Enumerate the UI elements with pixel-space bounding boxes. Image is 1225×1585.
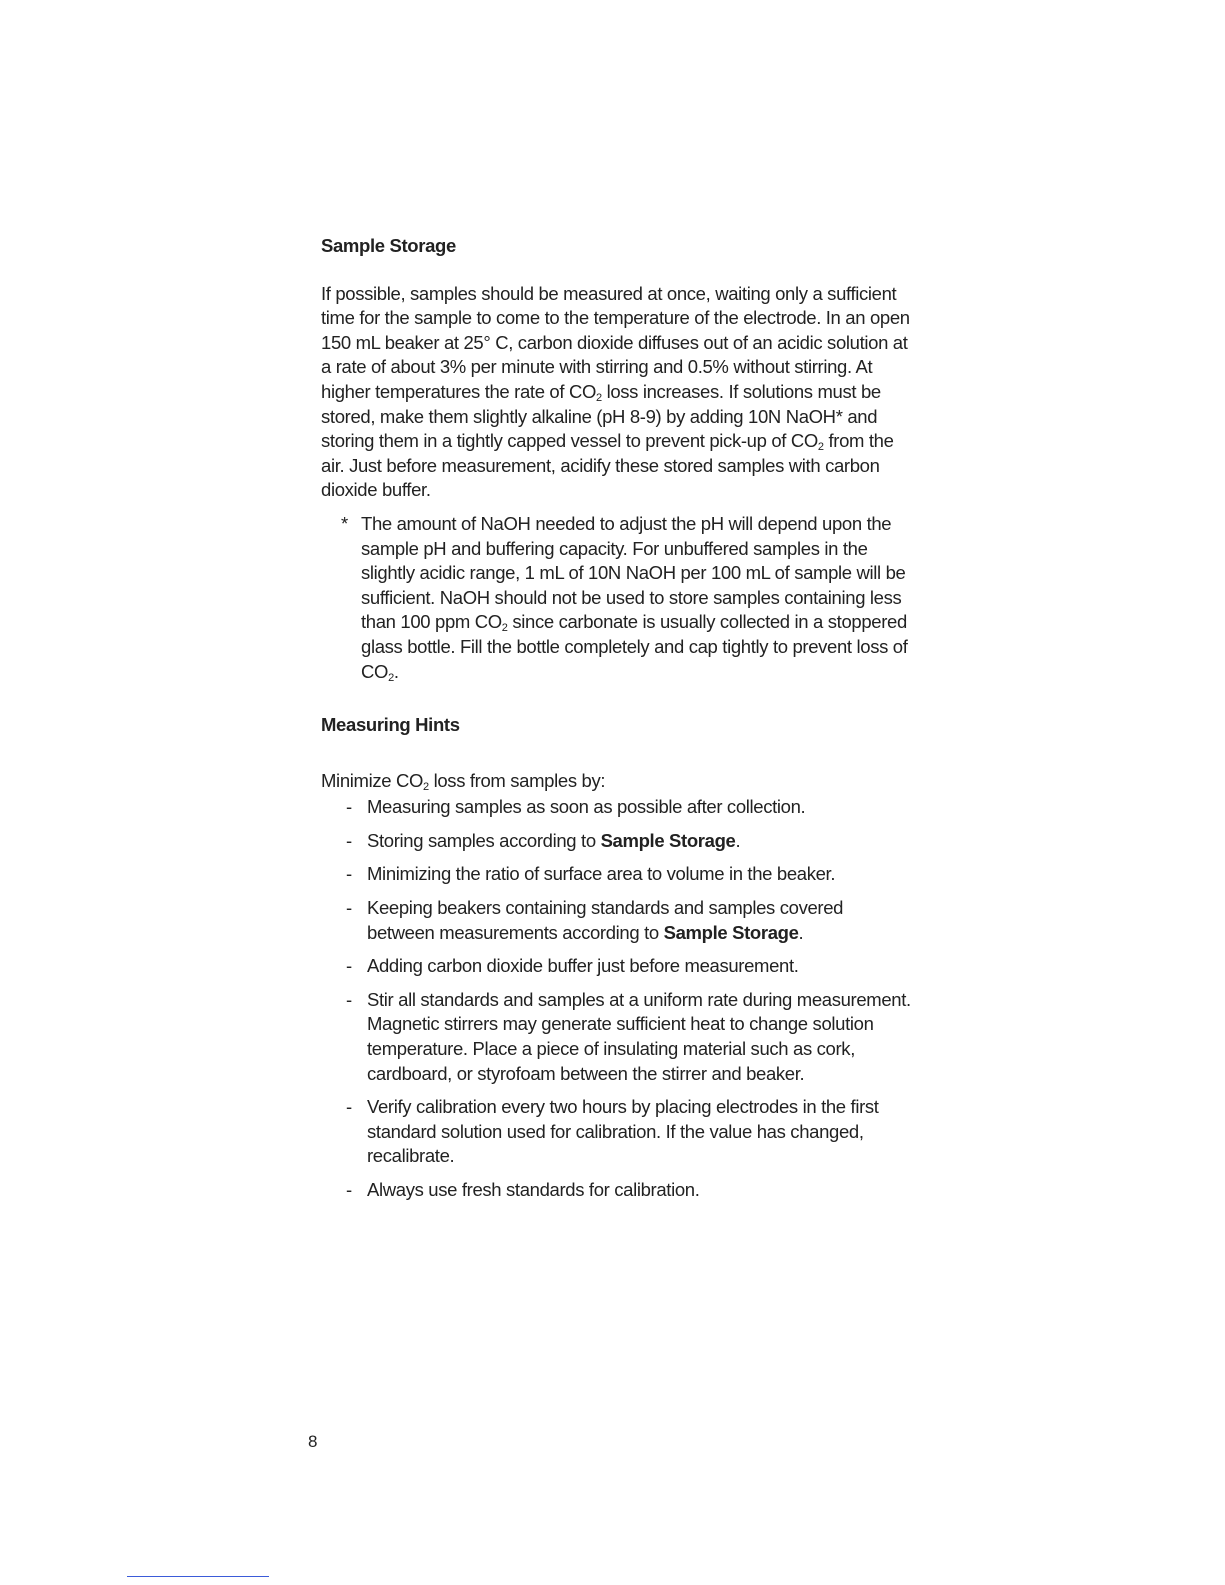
sample-storage-heading: Sample Storage: [321, 235, 456, 256]
subscript-2: 2: [388, 671, 394, 684]
hints-list: [321, 795, 911, 1202]
list-item: [321, 1178, 911, 1203]
storage-text-1: If possible, samples should be measured at once, waiting only a sufficient time for the sample to come to the temperature of the electrode. In an open 150 mL beaker at 25° C, carbon dioxide diffuses out of an acidic solution at a rate of about 3% per minute with stirring and 0.5% without stirring. At higher temperatures the rate of CO: [321, 282, 910, 402]
list-dash: -: [346, 829, 352, 851]
note-text-2: since carbonate is usually collected in a stoppered glass bottle. Fill the bottle completely and cap tightly to prevent loss of CO: [361, 611, 908, 682]
list-item: [321, 896, 911, 945]
page-content: [321, 234, 911, 1212]
sample-storage-reference: Sample Storage: [663, 921, 799, 943]
measuring-hints-heading: Measuring Hints: [321, 714, 460, 736]
item-text-part: Keeping beakers containing standards and samples covered between measurements according to: [367, 897, 844, 943]
list-item-text: Verify calibration every two hours by placing electrodes in the first standard solution used for calibration. If the value has changed, recalibrate.: [367, 1096, 879, 1167]
sample-storage-paragraph: [321, 282, 911, 503]
list-item-text: Stir all standards and samples at a uniform rate during measurement. Magnetic stirrers may generate sufficient heat to change solution temperature. Place a piece of insulating material such as cork, cardboard, or styrofoam between the stirrer and beaker.: [367, 988, 911, 1084]
subscript-2: 2: [501, 622, 508, 635]
page-number: 8: [308, 1432, 318, 1451]
item-text-part: .: [735, 829, 741, 851]
item-text-part: .: [798, 921, 804, 943]
list-item-text: Measuring samples as soon as possible after collection.: [367, 796, 806, 818]
subscript-2: 2: [817, 441, 824, 454]
footnote-asterisk: *: [341, 512, 348, 534]
naoh-footnote: [321, 512, 911, 684]
list-item-text: [367, 829, 911, 854]
intro-text-1: Minimize CO: [321, 769, 424, 791]
list-dash: -: [346, 863, 352, 885]
storage-text-3: from the air. Just before measurement, acidify these stored samples with carbon dioxide buffer.: [321, 430, 894, 501]
list-dash: -: [346, 1096, 352, 1118]
list-item-text: [367, 896, 911, 945]
storage-text-2: loss increases. If solutions must be stored, make them slightly alkaline (pH 8-9) by adding 10N NaOH* and storing them in a tightly capped vessel to prevent pick-up of CO: [321, 380, 881, 452]
list-dash: -: [346, 955, 352, 977]
list-dash: -: [346, 796, 352, 818]
list-item: [321, 862, 911, 887]
intro-text-2: loss from samples by:: [428, 769, 606, 791]
footer-divider: [127, 1576, 269, 1577]
list-item: [321, 795, 911, 820]
list-item: [321, 988, 911, 1086]
list-item-text: Minimizing the ratio of surface area to volume in the beaker.: [367, 863, 836, 885]
note-text-1: The amount of NaOH needed to adjust the pH will depend upon the sample pH and buffering capacity. For unbuffered samples in the slightly acidic range, 1 mL of 10N NaOH per 100 mL of sample will be sufficient. NaOH should not be used to store samples containing less than 100 ppm CO: [361, 512, 906, 633]
subscript-2: 2: [596, 391, 602, 404]
list-item: [321, 954, 911, 979]
list-dash: -: [346, 988, 352, 1010]
list-dash: -: [346, 1179, 352, 1200]
note-text-3: .: [393, 660, 399, 682]
sample-storage-reference: Sample Storage: [600, 829, 736, 851]
list-item-text: Adding carbon dioxide buffer just before measurement.: [367, 955, 799, 977]
footnote-text: [361, 512, 911, 684]
list-dash: -: [346, 897, 352, 919]
hints-intro: [321, 769, 911, 794]
list-item: [321, 829, 911, 854]
subscript-2: 2: [423, 780, 429, 793]
list-item-text: Always use fresh standards for calibration.: [367, 1179, 700, 1200]
list-item: [321, 1095, 911, 1169]
item-text-part: Storing samples according to: [367, 829, 601, 851]
